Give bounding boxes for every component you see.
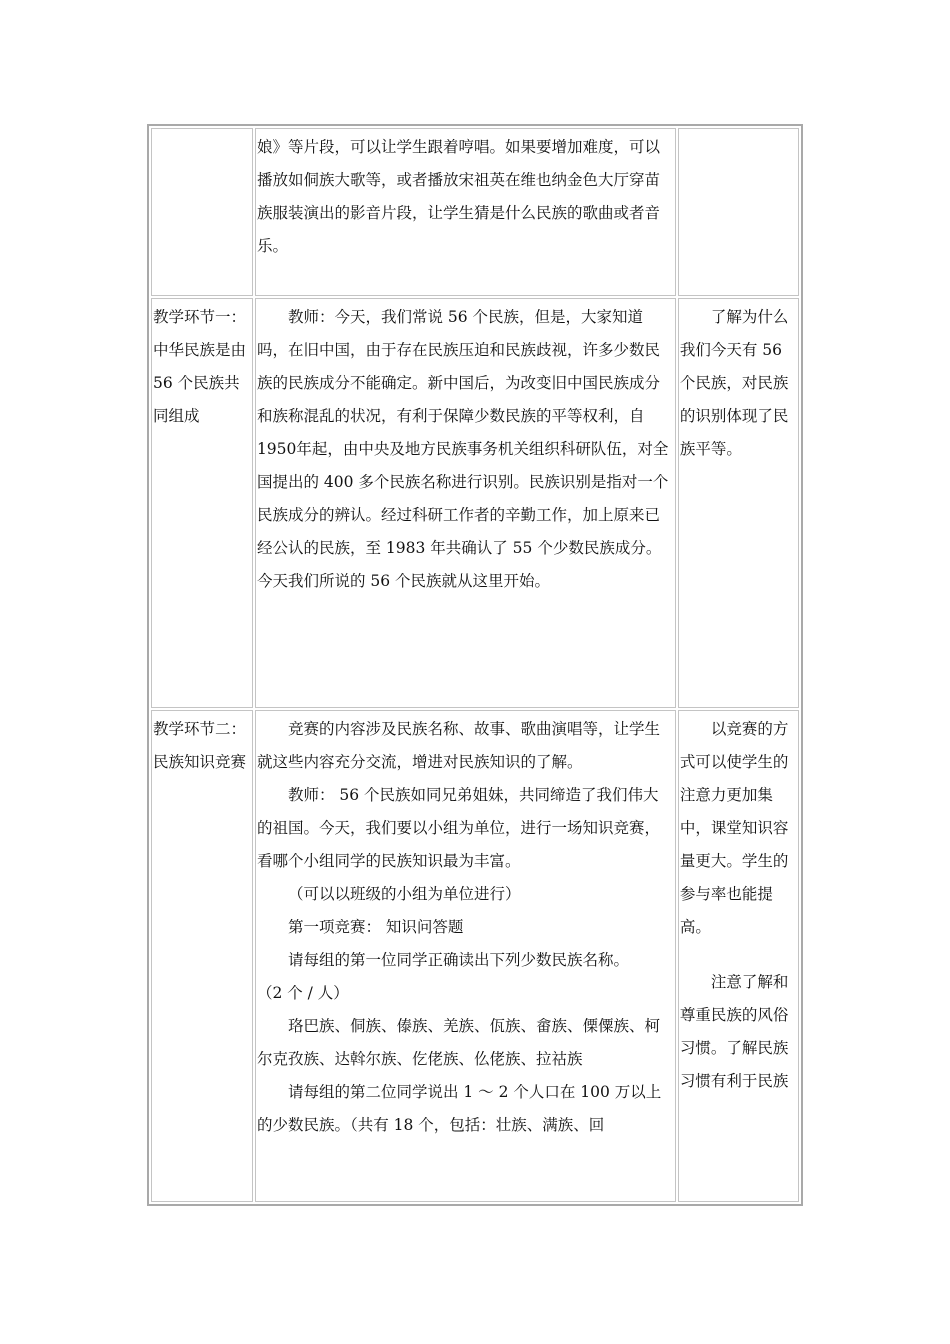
content-cell [255, 128, 676, 296]
content-paragraph: （可以以班级的小组为单位进行） [287, 885, 521, 903]
intent-paragraph: 以竞赛的方式可以使学生的注意力更加集中，课堂知识容量更大。学生的参与率也能提高。 [679, 720, 789, 936]
content-paragraph: 请每组的第二位同学说出 1 ～ 2 个人口在 100 万以上的少数民族。（共有 18 个，包括：壮族、满族、回 [256, 1083, 662, 1134]
stage-label: 教学环节二：民族知识竞赛 [153, 720, 247, 771]
table-row [151, 128, 799, 296]
content-cell [255, 298, 676, 708]
stage-cell [151, 128, 253, 296]
table-row [151, 710, 799, 1202]
intent-cell [678, 298, 799, 708]
lesson-plan-table [147, 124, 803, 1206]
stage-cell [151, 298, 253, 708]
content-paragraph: 教师：今天，我们常说 56 个民族，但是，大家知道吗，在旧中国，由于存在民族压迫和民族歧视，许多少数民族的民族成分不能确定。新中国后，为改变旧中国民族成分和族称混乱的状况，有利于保障少数民族的平等权利，自 1950年起，由中央及地方民族事务机关组织科研队伍，对全国提出的 400 多个民族名称进行识别。民族识别是指对一个民族成分的辨认。经过科研工作者的辛勤工作，加上原来已经公认的民族，至 1983 年共确认了 55 个少数民族成分。今天我们所说的 56 个民族就从这里开始。 [256, 308, 669, 590]
content-paragraph: 请每组的第一位同学正确读出下列少数民族名称。 [287, 951, 629, 969]
content-paragraph: 教师： 56 个民族如同兄弟姐妹，共同缔造了我们伟大的祖国。今天，我们要以小组为单位，进行一场知识竞赛，看哪个小组同学的民族知识最为丰富。 [256, 786, 660, 870]
stage-cell [151, 710, 253, 1202]
intent-paragraph: 注意了解和尊重民族的风俗习惯。了解民族习惯有利于民族 [679, 973, 789, 1090]
content-paragraph: （2 个 / 人） [256, 984, 349, 1002]
content-paragraph: 第一项竞赛： 知识问答题 [287, 918, 464, 936]
content-paragraph: 珞巴族、侗族、傣族、羌族、佤族、畲族、傈僳族、柯尔克孜族、达斡尔族、仡佬族、仫佬族、拉祜族 [256, 1017, 660, 1068]
stage-label: 教学环节一：中华民族是由 56 个民族共同组成 [153, 308, 247, 425]
content-cell [255, 710, 676, 1202]
table-row [151, 298, 799, 708]
content-paragraph: 竞赛的内容涉及民族名称、故事、歌曲演唱等，让学生就这些内容充分交流，增进对民族知识的了解。 [256, 720, 660, 771]
intent-paragraph: 了解为什么我们今天有 56 个民族，对民族的识别体现了民族平等。 [679, 308, 789, 458]
intent-cell [678, 710, 799, 1202]
intent-cell [678, 128, 799, 296]
content-paragraph: 娘》等片段，可以让学生跟着哼唱。如果要增加难度，可以播放如侗族大歌等，或者播放宋祖英在维也纳金色大厅穿苗族服装演出的影音片段，让学生猜是什么民族的歌曲或者音乐。 [256, 138, 660, 255]
